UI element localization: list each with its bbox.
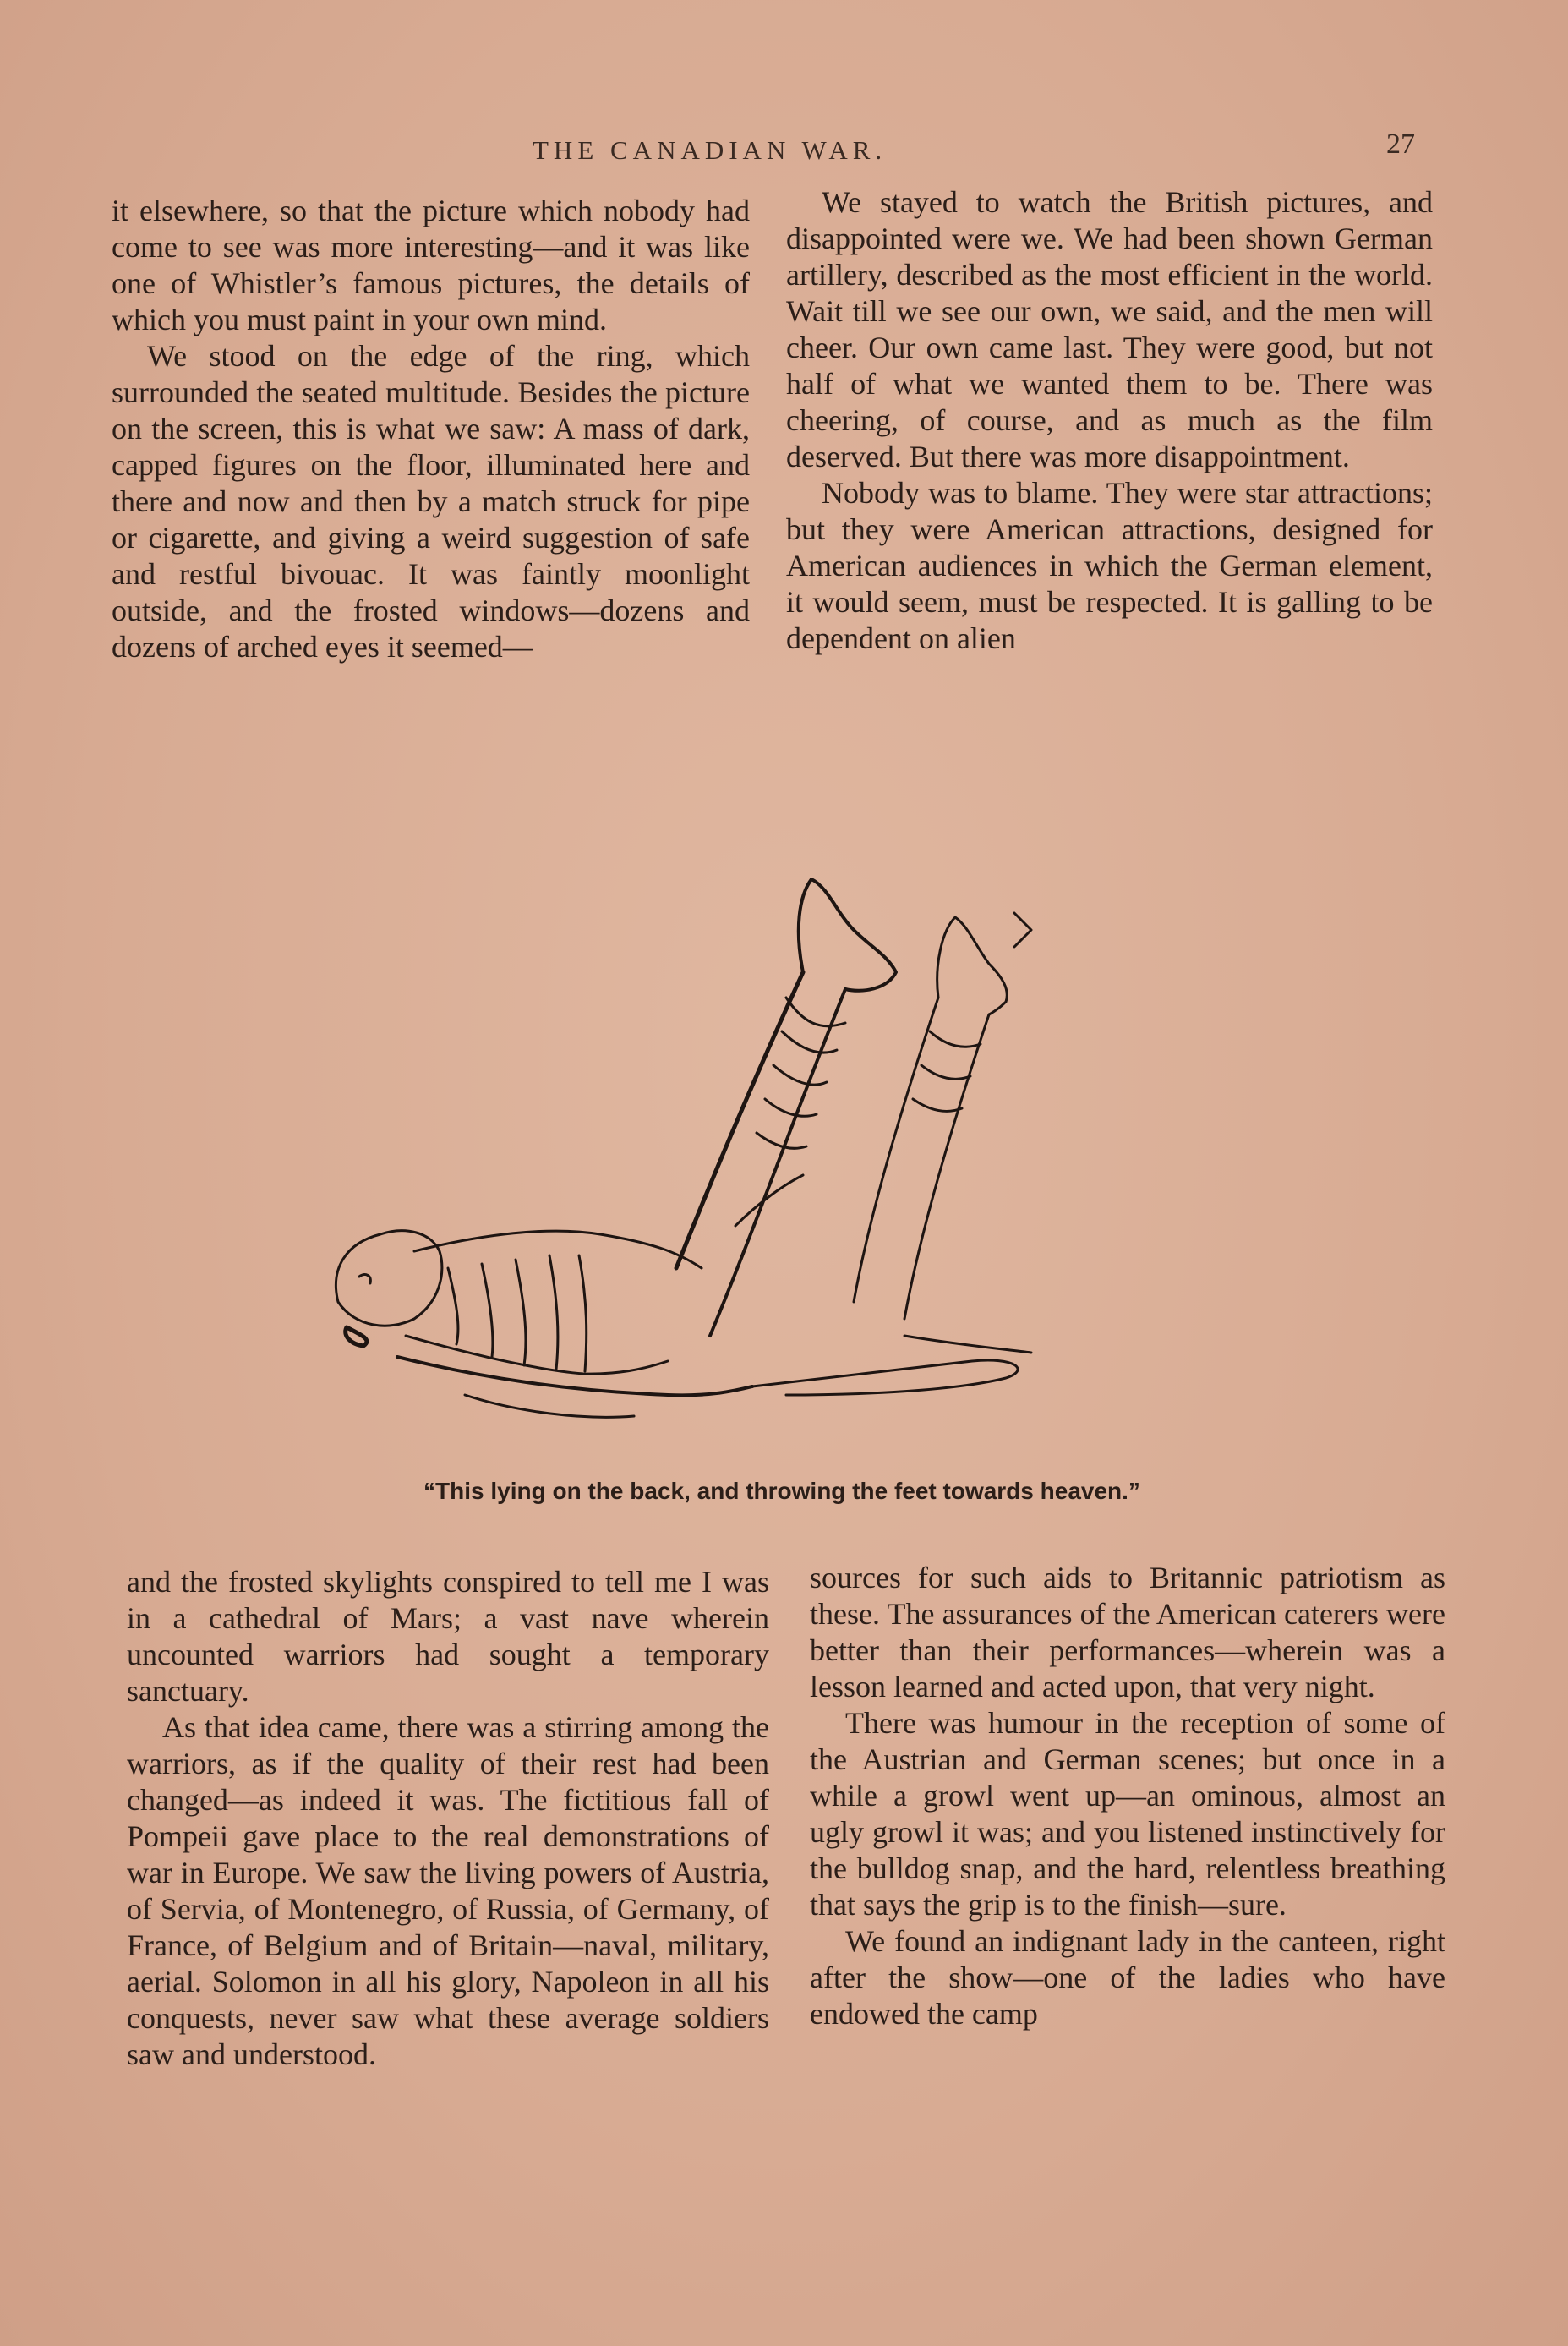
paragraph: We stayed to watch the British pictures, and disappointed were we. We had been shown German artillery, described as the most efficient in the world. Wait till we see our own, we said, and the men will cheer. Our own came last. They were good, but not half of what we wanted them to be. There was cheering, of course, and as much as the film deserved. But there was more disappointment. <box>786 185 1433 473</box>
paragraph: We found an indignant lady in the canteen, right after the show—one of the ladies who have endowed the camp <box>810 1924 1445 2031</box>
column-top-right <box>786 184 1433 657</box>
paragraph: There was humour in the reception of some of the Austrian and German scenes; but once in a while a growl went up—an ominous, almost an ugly growl it was; and you listened instinctively for the bulldog snap, and the hard, relentless breathing that says the grip is to the finish—sure. <box>810 1706 1445 1922</box>
column-bottom-right <box>810 1560 1445 2032</box>
paragraph: We stood on the edge of the ring, which surrounded the seated multitude. Besides the picture on the screen, this is what we saw: A mass of dark, capped figures on the floor, illuminated here and there and now and then by a match struck for pipe or cigarette, and giving a weird suggestion of safe and restful bivouac. It was faintly moonlight outside, and the frosted windows—dozens and dozens of arched eyes it seemed— <box>112 339 750 664</box>
paragraph: it elsewhere, so that the picture which nobody had come to see was more interesting—and it was like one of Whistler’s famous pictures, the details of which you must paint in your own mind. <box>112 194 750 336</box>
paragraph: As that idea came, there was a stirring among the warriors, as if the quality of their rest had been changed—as indeed it was. The fictitious fall of Pompeii gave place to the real demonstrations of war in Europe. We saw the living powers of Austria, of Servia, of Montenegro, of Russia, of Germany, of France, of Belgium and of Britain—naval, military, aerial. Solomon in all his glory, Napoleon in all his conquests, never saw what these average soldiers saw and understood. <box>127 1710 769 2071</box>
paragraph: sources for such aids to Britannic patriotism as these. The assurances of the American caterers were better than their performances—wherein was a lesson learned and acted upon, that very night. <box>810 1561 1445 1703</box>
illustration-caption: “This lying on the back, and throwing the feet towards heaven.” <box>423 1478 1140 1504</box>
paragraph: and the frosted skylights conspired to tell me I was in a cathedral of Mars; a vast nave wherein uncounted warriors had sought a temporary sanctuary. <box>127 1565 769 1708</box>
paragraph: Nobody was to blame. They were star attractions; but they were American attractions, designed for American audiences in which the German element, it would seem, must be respected. It is galling to be dependent on alien <box>786 476 1433 655</box>
soldier-exercise-illustration <box>313 828 1158 1471</box>
page-number: 27 <box>1386 129 1415 160</box>
running-head: THE CANADIAN WAR. <box>533 135 888 165</box>
column-top-left <box>112 193 750 665</box>
column-bottom-left <box>127 1564 769 2073</box>
